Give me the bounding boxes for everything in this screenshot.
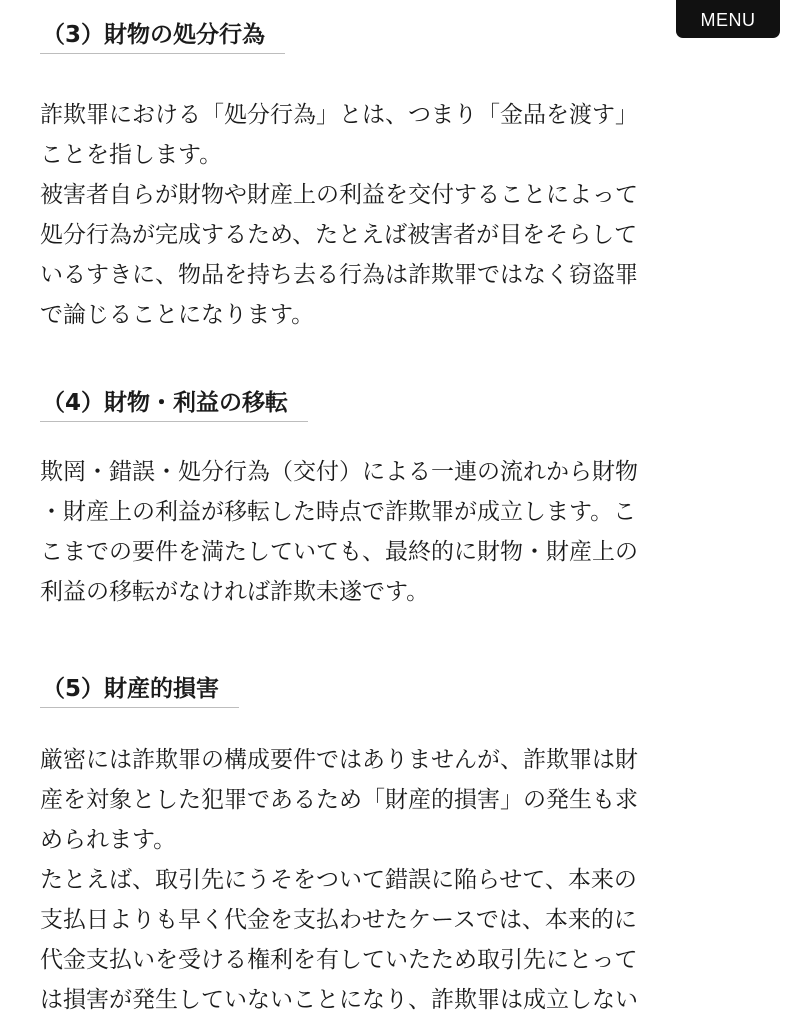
paragraph <box>40 95 760 175</box>
paragraph <box>40 860 760 1020</box>
section-body <box>40 740 760 1020</box>
section-transfer <box>40 388 760 612</box>
text-line: ・財産上の利益が移転した時点で詐欺罪が成立します。こ <box>40 499 637 525</box>
section-damage <box>40 674 760 1020</box>
paragraph <box>40 175 760 335</box>
text-line: で論じることになります。 <box>40 302 315 328</box>
text-line: 代金支払いを受ける権利を有していたため取引先にとって <box>40 947 638 973</box>
text-line: 処分行為が完成するため、たとえば被害者が目をそらして <box>40 222 638 248</box>
text-line: 被害者自らが財物や財産上の利益を交付することによって <box>40 182 638 208</box>
menu-button[interactable]: MENU <box>676 0 780 38</box>
text-line: は損害が発生していないことになり、詐欺罪は成立しない <box>40 987 638 1013</box>
text-line: ことを指します。 <box>40 142 223 168</box>
section-body <box>40 95 760 335</box>
text-line: 詐欺罪における「処分行為」とは、つまり「金品を渡す」 <box>40 102 638 128</box>
text-line: こまでの要件を満たしていても、最終的に財物・財産上の <box>40 539 638 565</box>
section-heading: （3）財物の処分行為 <box>40 20 285 54</box>
section-heading: （5）財産的損害 <box>40 674 239 708</box>
text-line: 厳密には詐欺罪の構成要件ではありませんが、詐欺罪は財 <box>40 747 638 773</box>
text-line: 欺罔・錯誤・処分行為（交付）による一連の流れから財物 <box>40 459 638 485</box>
text-line: 産を対象とした犯罪であるため「財産的損害」の発生も求 <box>40 787 638 813</box>
paragraph <box>40 452 760 612</box>
text-line: 利益の移転がなければ詐欺未遂です。 <box>40 579 430 605</box>
section-disposition <box>40 20 760 335</box>
text-line: められます。 <box>40 827 177 853</box>
text-line: たとえば、取引先にうそをついて錯誤に陥らせて、本来の <box>40 867 637 893</box>
paragraph <box>40 740 760 860</box>
text-line: 支払日よりも早く代金を支払わせたケースでは、本来的に <box>40 907 637 933</box>
section-body <box>40 452 760 612</box>
text-line: いるすきに、物品を持ち去る行為は詐欺罪ではなく窃盗罪 <box>40 262 638 288</box>
section-heading: （4）財物・利益の移転 <box>40 388 308 422</box>
